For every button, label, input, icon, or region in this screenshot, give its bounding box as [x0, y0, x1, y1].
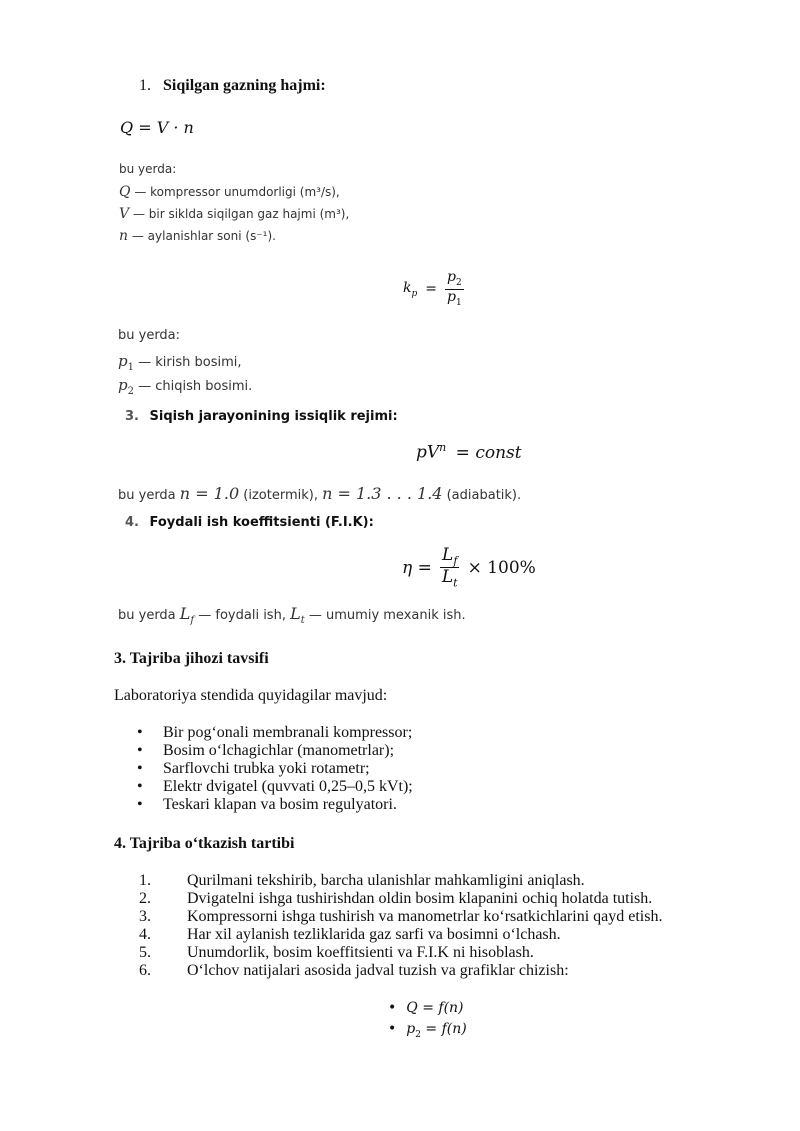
definition-line	[119, 206, 349, 228]
formula-ratio-eq: =	[425, 281, 437, 298]
efficiency-note	[118, 604, 466, 626]
formula-volume-rhs: = V · n	[138, 118, 194, 137]
section-3-number: 3.	[125, 409, 139, 424]
heading-equipment: 3. Tajriba jihozi tavsifi	[114, 650, 269, 667]
section-3-title: Siqish jarayonining issiqlik rejimi:	[149, 409, 398, 424]
note-prefix: bu yerda	[118, 608, 176, 623]
note-text: — foydali ish,	[198, 608, 286, 623]
definition-symbol: n	[119, 228, 129, 244]
formula-efficiency-rest: × 100%	[467, 557, 536, 578]
graph-list	[388, 1000, 467, 1042]
list-item: 5. Unumdorlik, bosim koeffitsienti va F.I.K ni hisoblash.	[139, 944, 534, 961]
formula-ratio-lhs: $k_p$	[403, 279, 418, 299]
formula-polytropic-rest: = const	[455, 442, 522, 463]
list-item: 1. Qurilmani tekshirib, barcha ulanishlar mahkamligini aniqlash.	[139, 872, 585, 889]
section-4-heading	[125, 515, 374, 530]
formula-pressure-ratio	[403, 270, 464, 308]
definitions-label-2: bu yerda:	[118, 328, 181, 343]
procedure-steps	[139, 872, 699, 980]
formula-efficiency-fraction: $\frac{L_f}{L_t}$	[441, 545, 458, 590]
note-math: n = 1.0	[179, 484, 240, 503]
list-item: • Elektr dvigatel (quvvati 0,25–0,5 kVt);	[115, 778, 413, 796]
list-item: • Sarflovchi trubka yoki rotametr;	[115, 760, 413, 778]
definition-line	[119, 228, 349, 250]
formula-efficiency-lhs: η =	[402, 557, 432, 578]
note-text: (adiabatik).	[446, 488, 522, 503]
list-item: • Teskari klapan va bosim regulyatori.	[115, 796, 413, 814]
formula-volume	[120, 118, 194, 137]
section-1-number: 1.	[139, 77, 151, 94]
note-prefix: bu yerda	[118, 488, 176, 503]
definition-symbol: V	[119, 206, 130, 222]
definition-symbol: $p_1$	[118, 352, 134, 373]
definitions-block-1	[119, 162, 349, 250]
definitions-block-2	[118, 328, 252, 400]
definition-symbol: $p_2$	[118, 376, 134, 397]
list-item: 3. Kompressorni ishga tushirish va manometrlar ko‘rsatkichlarini qayd etish.	[139, 908, 663, 925]
definition-text: — chiqish bosimi.	[138, 379, 253, 394]
list-item: 2. Dvigatelni ishga tushirishdan oldin bosim klapanini ochiq holatda tutish.	[139, 890, 653, 907]
definition-line	[118, 376, 252, 400]
formula-volume-lhs: Q	[120, 118, 134, 137]
definition-line	[119, 184, 349, 206]
note-text: (izotermik),	[243, 488, 318, 503]
heading-procedure: 4. Tajriba o‘tkazish tartibi	[114, 835, 295, 852]
definitions-label-1: bu yerda:	[119, 162, 177, 176]
note-math: n = 1.3 . . . 1.4	[322, 484, 443, 503]
section-1-heading	[139, 77, 326, 95]
list-item: 6. O‘lchov natijalari asosida jadval tuzish va grafiklar chizish:	[139, 962, 569, 979]
formula-efficiency	[402, 546, 536, 590]
equipment-list	[115, 724, 413, 814]
definition-symbol: Q	[119, 184, 131, 200]
definition-line	[118, 352, 252, 376]
list-item: • Bir pog‘onali membranali kompressor;	[115, 724, 413, 742]
formula-ratio-fraction: $\frac{p_2}{p_1}$	[446, 269, 462, 308]
definition-text: — bir siklda siqilgan gaz hajmi (m³),	[132, 207, 350, 221]
equipment-intro: Laboratoriya stendida quyidagilar mavjud:	[114, 687, 388, 704]
section-4-title: Foydali ish koeffitsienti (F.I.K):	[149, 515, 374, 530]
list-item: 4. Har xil aylanish tezliklarida gaz sarfi va bosimni o‘lchash.	[139, 926, 561, 943]
definition-text: — kompressor unumdorligi (m³/s),	[134, 185, 340, 199]
formula-polytropic: $pV^n$ = const	[416, 441, 522, 463]
formula-polytropic-base: pV	[416, 442, 440, 463]
section-3-heading	[125, 409, 398, 424]
section-1-title: Siqilgan gazning hajmi:	[163, 77, 326, 94]
note-text: — umumiy mexanik ish.	[308, 608, 466, 623]
definition-text: — kirish bosimi,	[138, 355, 242, 370]
section-4-number: 4.	[125, 515, 139, 530]
graph-item: • Q = f(n)	[388, 1000, 464, 1016]
list-item: • Bosim o‘lchagichlar (manometrlar);	[115, 742, 413, 760]
definition-text: — aylanishlar soni (s⁻¹).	[131, 229, 276, 243]
note-math: $L_t$	[290, 604, 305, 627]
note-math: $L_f$	[179, 604, 195, 627]
polytropic-note	[118, 484, 521, 503]
graph-item: • $p_2 = f(n)$	[388, 1021, 467, 1040]
